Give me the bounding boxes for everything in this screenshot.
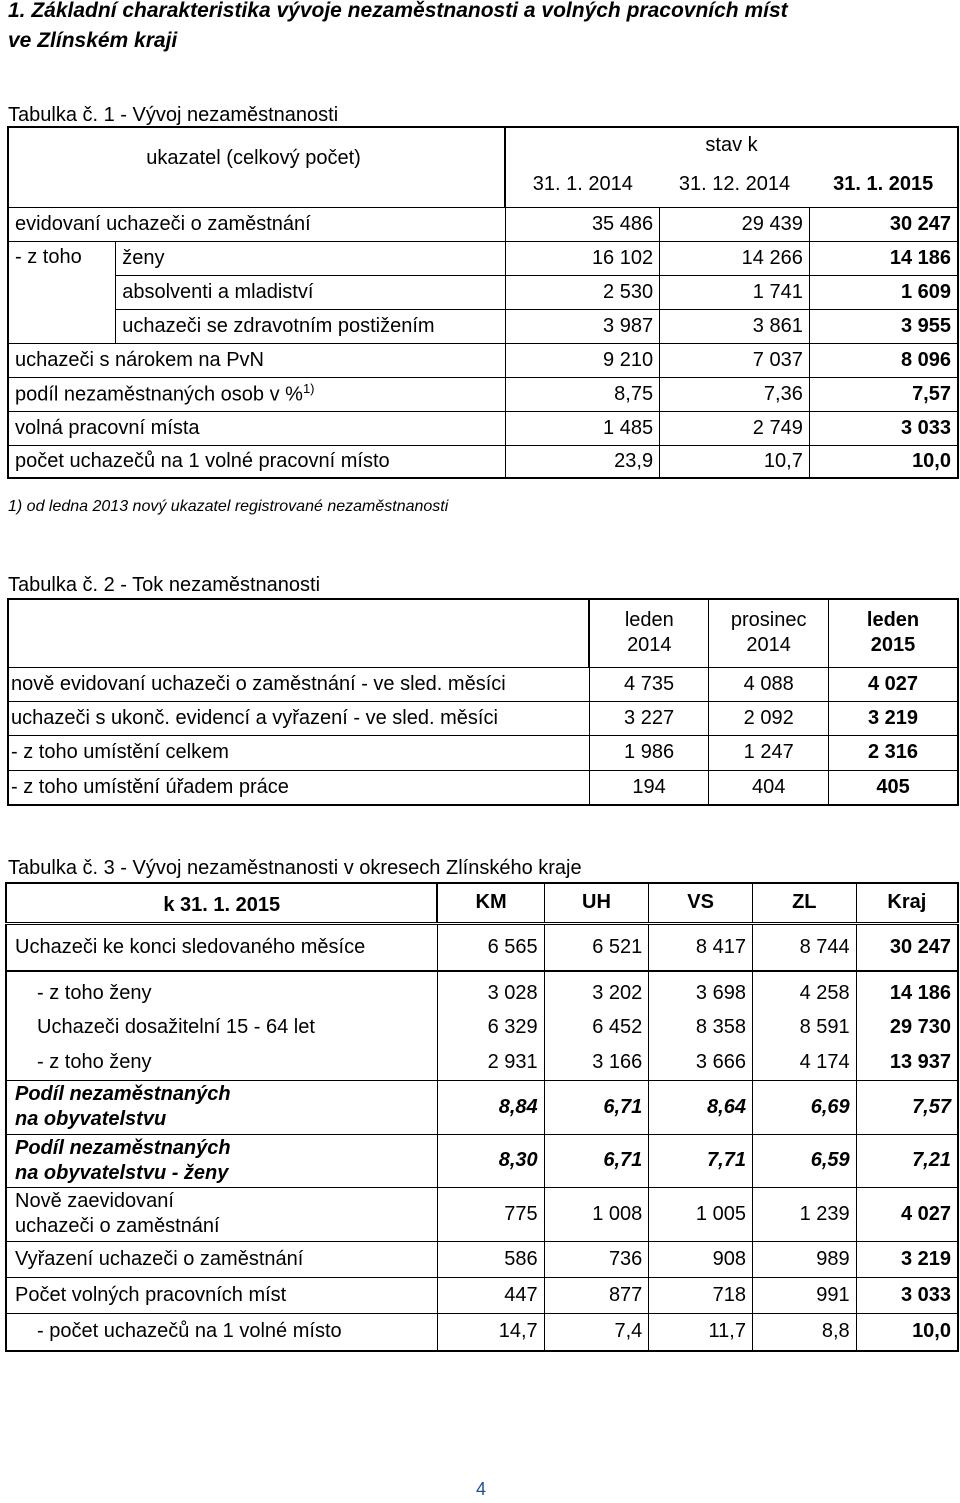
col-header-2 bbox=[709, 599, 829, 667]
indicator-header: ukazatel (celkový počet) bbox=[8, 127, 505, 207]
cell: 3 698 bbox=[649, 971, 753, 1009]
cell: 6 521 bbox=[544, 923, 649, 971]
cell: 1 485 bbox=[505, 411, 660, 445]
cell: 3 955 bbox=[809, 309, 958, 343]
cell: 35 486 bbox=[505, 207, 660, 241]
cell: 1 005 bbox=[649, 1187, 753, 1241]
row-label-line: uchazeči o zaměstnání bbox=[15, 1215, 220, 1237]
page-number: 4 bbox=[476, 1479, 487, 1499]
cell: 1 008 bbox=[544, 1187, 649, 1241]
cell: 718 bbox=[649, 1277, 753, 1313]
table2-caption: Tabulka č. 2 - Tok nezaměstnanosti bbox=[8, 574, 321, 596]
cell: 14 186 bbox=[856, 971, 958, 1009]
col-header: KM bbox=[437, 883, 544, 923]
cell: 3 219 bbox=[829, 701, 958, 735]
cell: 6,71 bbox=[544, 1080, 649, 1134]
cell: 8,30 bbox=[437, 1134, 544, 1187]
row-label-text: podíl nezaměstnaných osob v % bbox=[15, 383, 303, 406]
cell: 447 bbox=[437, 1277, 544, 1313]
row-label: uchazeči s ukonč. evidencí a vyřazení - ve sled. měsíci bbox=[8, 701, 589, 735]
cell: 23,9 bbox=[505, 445, 660, 478]
cell: 11,7 bbox=[649, 1313, 753, 1351]
row-label: absolventi a mladiství bbox=[116, 275, 505, 309]
cell: 14 266 bbox=[660, 241, 810, 275]
cell: 991 bbox=[752, 1277, 856, 1313]
col-header: Kraj bbox=[856, 883, 958, 923]
table-row bbox=[6, 1187, 958, 1241]
row-label: volná pracovní místa bbox=[8, 411, 505, 445]
row-label: - z toho umístění celkem bbox=[8, 735, 589, 770]
col-header-3: 31. 1. 2015 bbox=[809, 163, 958, 207]
table-row bbox=[6, 971, 958, 1009]
table-row bbox=[8, 207, 958, 241]
row-label: - z toho ženy bbox=[6, 971, 437, 1009]
cell: 10,0 bbox=[809, 445, 958, 478]
table-row bbox=[8, 343, 958, 377]
row-label: - z toho umístění úřadem práce bbox=[8, 770, 589, 805]
table3-caption: Tabulka č. 3 - Vývoj nezaměstnanosti v okresech Zlínského kraje bbox=[8, 857, 582, 879]
row-label-line: na obyvatelstvu - ženy bbox=[15, 1161, 229, 1184]
row-label: Uchazeči dosažitelní 15 - 64 let bbox=[6, 1009, 437, 1045]
cell: 6 565 bbox=[437, 923, 544, 971]
cell: 7,57 bbox=[856, 1080, 958, 1134]
col-header-line: 2014 bbox=[746, 634, 791, 657]
cell: 8,75 bbox=[505, 377, 660, 411]
table1 bbox=[7, 126, 959, 479]
cell: 194 bbox=[589, 770, 709, 805]
cell: 2 749 bbox=[660, 411, 810, 445]
cell: 3 033 bbox=[856, 1277, 958, 1313]
cell: 29 730 bbox=[856, 1009, 958, 1045]
cell: 4 027 bbox=[829, 667, 958, 701]
col-header-line: 2014 bbox=[627, 634, 672, 657]
cell: 13 937 bbox=[856, 1045, 958, 1080]
cell: 8 417 bbox=[649, 923, 753, 971]
cell: 10,0 bbox=[856, 1313, 958, 1351]
cell: 6 329 bbox=[437, 1009, 544, 1045]
row-label-line: na obyvatelstvu bbox=[15, 1108, 167, 1130]
cell: 3 227 bbox=[589, 701, 709, 735]
table-row bbox=[6, 1277, 958, 1313]
cell: 1 239 bbox=[752, 1187, 856, 1241]
cell: 908 bbox=[649, 1241, 753, 1277]
row-label: Uchazeči ke konci sledovaného měsíce bbox=[6, 923, 437, 971]
row-label bbox=[6, 1187, 437, 1241]
cell: 8 591 bbox=[752, 1009, 856, 1045]
row-label: nově evidovaní uchazeči o zaměstnání - ve sled. měsíci bbox=[8, 667, 589, 701]
table-row bbox=[8, 241, 958, 275]
col-header-line: 2015 bbox=[870, 634, 916, 657]
table3 bbox=[5, 882, 959, 1352]
heading-line-2: ve Zlínském kraji bbox=[8, 29, 178, 52]
row-label-line: Podíl nezaměstnaných bbox=[15, 1136, 231, 1159]
row-label: uchazeči s nárokem na PvN bbox=[8, 343, 505, 377]
cell: 2 931 bbox=[437, 1045, 544, 1080]
cell: 6,59 bbox=[752, 1134, 856, 1187]
corner-header: k 31. 1. 2015 bbox=[6, 883, 437, 923]
row-label: - počet uchazečů na 1 volné místo bbox=[6, 1313, 437, 1351]
cell: 586 bbox=[437, 1241, 544, 1277]
table-row bbox=[8, 770, 958, 805]
cell: 2 316 bbox=[829, 735, 958, 770]
col-header-3 bbox=[829, 599, 958, 667]
cell: 7,57 bbox=[809, 377, 958, 411]
row-label: Vyřazení uchazeči o zaměstnání bbox=[6, 1241, 437, 1277]
cell: 1 247 bbox=[709, 735, 829, 770]
cell: 7,4 bbox=[544, 1313, 649, 1351]
row-label bbox=[8, 377, 505, 411]
table1-caption: Tabulka č. 1 - Vývoj nezaměstnanosti bbox=[8, 104, 339, 126]
table-row bbox=[8, 667, 958, 701]
row-label bbox=[6, 1080, 437, 1134]
table-row bbox=[6, 1134, 958, 1187]
row-label bbox=[6, 1134, 437, 1187]
col-header-2: 31. 12. 2014 bbox=[660, 163, 810, 207]
col-header: VS bbox=[649, 883, 753, 923]
row-label: Počet volných pracovních míst bbox=[6, 1277, 437, 1313]
cell: 8 358 bbox=[649, 1009, 753, 1045]
cell: 8 744 bbox=[752, 923, 856, 971]
cell: 10,7 bbox=[660, 445, 810, 478]
table-row bbox=[6, 1045, 958, 1080]
heading-line-1: 1. Základní charakteristika vývoje nezaměstnanosti a volných pracovních míst bbox=[8, 0, 788, 22]
table-row bbox=[8, 309, 958, 343]
table-row bbox=[6, 923, 958, 971]
cell: 877 bbox=[544, 1277, 649, 1313]
cell: 404 bbox=[709, 770, 829, 805]
cell: 16 102 bbox=[505, 241, 660, 275]
col-header: UH bbox=[544, 883, 649, 923]
cell: 8 096 bbox=[809, 343, 958, 377]
cell: 989 bbox=[752, 1241, 856, 1277]
cell: 8,84 bbox=[437, 1080, 544, 1134]
table-row bbox=[8, 735, 958, 770]
cell: 9 210 bbox=[505, 343, 660, 377]
table-row bbox=[6, 1241, 958, 1277]
row-label: evidovaní uchazeči o zaměstnání bbox=[8, 207, 505, 241]
col-header-line: leden bbox=[866, 609, 920, 632]
cell: 8,8 bbox=[752, 1313, 856, 1351]
cell: 736 bbox=[544, 1241, 649, 1277]
cell: 30 247 bbox=[809, 207, 958, 241]
cell: 3 666 bbox=[649, 1045, 753, 1080]
cell: 7,21 bbox=[856, 1134, 958, 1187]
cell: 14 186 bbox=[809, 241, 958, 275]
table-row bbox=[6, 1313, 958, 1351]
cell: 3 028 bbox=[437, 971, 544, 1009]
table-row bbox=[8, 411, 958, 445]
cell: 2 092 bbox=[709, 701, 829, 735]
cell: 4 027 bbox=[856, 1187, 958, 1241]
stav-k-header: stav k bbox=[505, 127, 958, 163]
cell: 775 bbox=[437, 1187, 544, 1241]
table-row bbox=[6, 1009, 958, 1045]
cell: 1 741 bbox=[660, 275, 810, 309]
table-row bbox=[8, 275, 958, 309]
cell: 8,64 bbox=[649, 1080, 753, 1134]
table2 bbox=[7, 598, 959, 806]
col-header-line: prosinec bbox=[730, 609, 807, 632]
cell: 3 861 bbox=[660, 309, 810, 343]
cell: 1 609 bbox=[809, 275, 958, 309]
row-label-line: Nově zaevidovaní bbox=[15, 1190, 174, 1212]
table1-footnote: 1) od ledna 2013 nový ukazatel registrované nezaměstnanosti bbox=[8, 498, 449, 515]
cell: 6,71 bbox=[544, 1134, 649, 1187]
cell: 2 530 bbox=[505, 275, 660, 309]
row-label: - z toho ženy bbox=[6, 1045, 437, 1080]
cell: 405 bbox=[829, 770, 958, 805]
cell: 3 202 bbox=[544, 971, 649, 1009]
table-row bbox=[6, 1080, 958, 1134]
cell: 4 258 bbox=[752, 971, 856, 1009]
cell: 3 219 bbox=[856, 1241, 958, 1277]
cell: 4 174 bbox=[752, 1045, 856, 1080]
cell: 3 166 bbox=[544, 1045, 649, 1080]
cell: 14,7 bbox=[437, 1313, 544, 1351]
cell: 7 037 bbox=[660, 343, 810, 377]
cell: 4 088 bbox=[709, 667, 829, 701]
cell: 30 247 bbox=[856, 923, 958, 971]
header-blank bbox=[8, 599, 589, 667]
cell: 1 986 bbox=[589, 735, 709, 770]
row-label: ženy bbox=[116, 241, 505, 275]
cell: 6 452 bbox=[544, 1009, 649, 1045]
row-label: počet uchazečů na 1 volné pracovní místo bbox=[8, 445, 505, 478]
cell: 3 033 bbox=[809, 411, 958, 445]
col-header-1 bbox=[589, 599, 709, 667]
row-label-line: Podíl nezaměstnaných bbox=[15, 1083, 231, 1105]
table-row bbox=[8, 377, 958, 411]
cell: 3 987 bbox=[505, 309, 660, 343]
cell: 29 439 bbox=[660, 207, 810, 241]
row-prefix: - z toho bbox=[8, 241, 116, 343]
cell: 6,69 bbox=[752, 1080, 856, 1134]
cell: 4 735 bbox=[589, 667, 709, 701]
col-header-1: 31. 1. 2014 bbox=[505, 163, 660, 207]
table-row bbox=[8, 701, 958, 735]
table-row bbox=[8, 445, 958, 478]
row-label: uchazeči se zdravotním postižením bbox=[116, 309, 505, 343]
cell: 7,36 bbox=[660, 377, 810, 411]
col-header-line: leden bbox=[624, 609, 674, 632]
section-heading bbox=[8, 0, 788, 56]
col-header: ZL bbox=[752, 883, 856, 923]
cell: 7,71 bbox=[649, 1134, 753, 1187]
footnote-marker: 1) bbox=[302, 381, 315, 397]
